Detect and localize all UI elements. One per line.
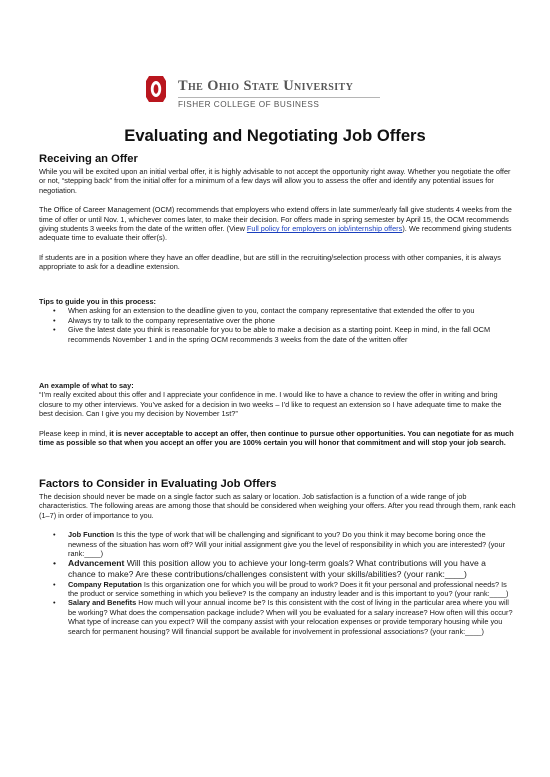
factor-label: Job Function bbox=[68, 530, 115, 540]
example-note-plain: Please keep in mind, bbox=[39, 428, 110, 438]
employer-policy-link[interactable]: Full policy for employers on job/internship offers bbox=[246, 224, 403, 234]
university-name: The Ohio State University bbox=[178, 78, 354, 94]
factor-text: Will this position allow you to achieve your long-term goals? What contributions will you have a chance to make? Are these contributions/challenges consistent with your skills/abilities? (your rank:____) bbox=[68, 558, 486, 580]
receiving-p2-text: The Office of Career Management (OCM) recommends that employers who extend offers in late summer/early fall give students 4 weeks from the time of offer or until Nov. 1, whichever comes later, to make their decision. For offers made in spring semester by April 15, the OCM recommends giving students 3 weeks from the date of the written offer. (View bbox=[39, 205, 512, 234]
list-item: • Give the latest date you think is reasonable for you to be able to make a decision as a starting point. Keep in mind, in the fall OCM recommends November 1 and in the spring OCM recommends 3 weeks from the date of the written offer bbox=[39, 325, 516, 344]
list-item bbox=[39, 530, 516, 558]
tips-section bbox=[39, 297, 516, 344]
factor-text: Is this the type of work that will be challenging and significant to you? Do you think it may become boring once the newness of the situation has worn off? Will your initial assignment give you the level of responsibility in which you are interested? (your rank:____) bbox=[68, 530, 506, 559]
factor-label: Company Reputation bbox=[68, 579, 142, 589]
example-quote: “I’m really excited about this offer and I appreciate your confidence in me. I would like to have a chance to review the offer in writing and bring closure to my other interviews. You’ve asked for a decision in two weeks – I’d like to request an extension so I have adequate time to make the best decision. Can I give you my decision by November 1st?” bbox=[39, 390, 502, 419]
receiving-paragraph-2 bbox=[39, 205, 516, 243]
factors-intro: The decision should never be made on a single factor such as salary or location. Job satisfaction is a function of a wide range of job characteristics. The following areas are among those that should be considered when weighing your offers. After you read through them, rank each (1–7) in order of importance to you. bbox=[39, 492, 516, 520]
page-title: Evaluating and Negotiating Job Offers bbox=[124, 126, 426, 145]
college-name: FISHER COLLEGE OF BUSINESS bbox=[178, 100, 320, 109]
header-divider bbox=[178, 97, 380, 98]
list-item: • Always try to talk to the company representative over the phone bbox=[39, 316, 516, 325]
factors-list bbox=[39, 530, 516, 636]
factors-heading: Factors to Consider in Evaluating Job Offers bbox=[39, 478, 277, 490]
factor-label: Salary and Benefits bbox=[68, 598, 137, 608]
example-heading: An example of what to say: bbox=[39, 381, 134, 390]
example-section bbox=[39, 381, 516, 447]
receiving-p2-text-end: ). We recommend giving students adequate time to evaluate their offer(s). bbox=[39, 224, 512, 243]
tips-heading: Tips to guide you in this process: bbox=[39, 297, 156, 306]
ohio-state-logo-icon bbox=[146, 76, 166, 102]
receiving-section bbox=[39, 153, 516, 272]
factor-text: Is this organization one for which you will be proud to work? Does it fit your personal and professional needs? Is the product or service something in which you believe? Is the company an industry leader and is this important to you? (your rank:____) bbox=[68, 579, 509, 599]
receiving-paragraph-1: While you will be excited upon an initial verbal offer, it is highly advisable to not accept the opportunity right away. Whether you negotiate the offer or not, “stepping back” from the initial offer for a minimum of a few days will allow you to assess the offer and identify any potential issues for negotiation. bbox=[39, 167, 511, 195]
factor-label: Advancement bbox=[68, 558, 125, 569]
receiving-paragraph-3: If students are in a position where they have an offer deadline, but are still in the recruiting/selection process with other companies, it is always appropriate to ask for a deadline extension. bbox=[39, 252, 501, 272]
tips-list bbox=[39, 306, 516, 344]
factor-text: How much will your annual income be? Is this consistent with the cost of living in the particular area where you will be working? What does the compensation package include? When will you be evaluated for a salary increase? How often will this occur? What type of increase can you expect? Will the company assist with your relocation expenses or provide temporary housing while you search for permanent housing? Will financial support be available for involvement in professional associations? (your rank:____) bbox=[68, 598, 513, 636]
example-note bbox=[39, 429, 516, 448]
list-item bbox=[39, 558, 516, 579]
list-item bbox=[39, 598, 516, 636]
factors-section bbox=[39, 478, 516, 636]
list-item bbox=[39, 580, 516, 599]
example-note-bold: it is never acceptable to accept an offer, then continue to pursue other opportunities. You can negotiate for as much time as possible so that when you accept an offer you are 100% certain you will honor that commitment and will stop your job search. bbox=[39, 428, 514, 448]
list-item: • When asking for an extension to the deadline given to you, contact the company representative that extended the offer to you bbox=[39, 306, 516, 315]
receiving-heading: Receiving an Offer bbox=[39, 153, 138, 165]
